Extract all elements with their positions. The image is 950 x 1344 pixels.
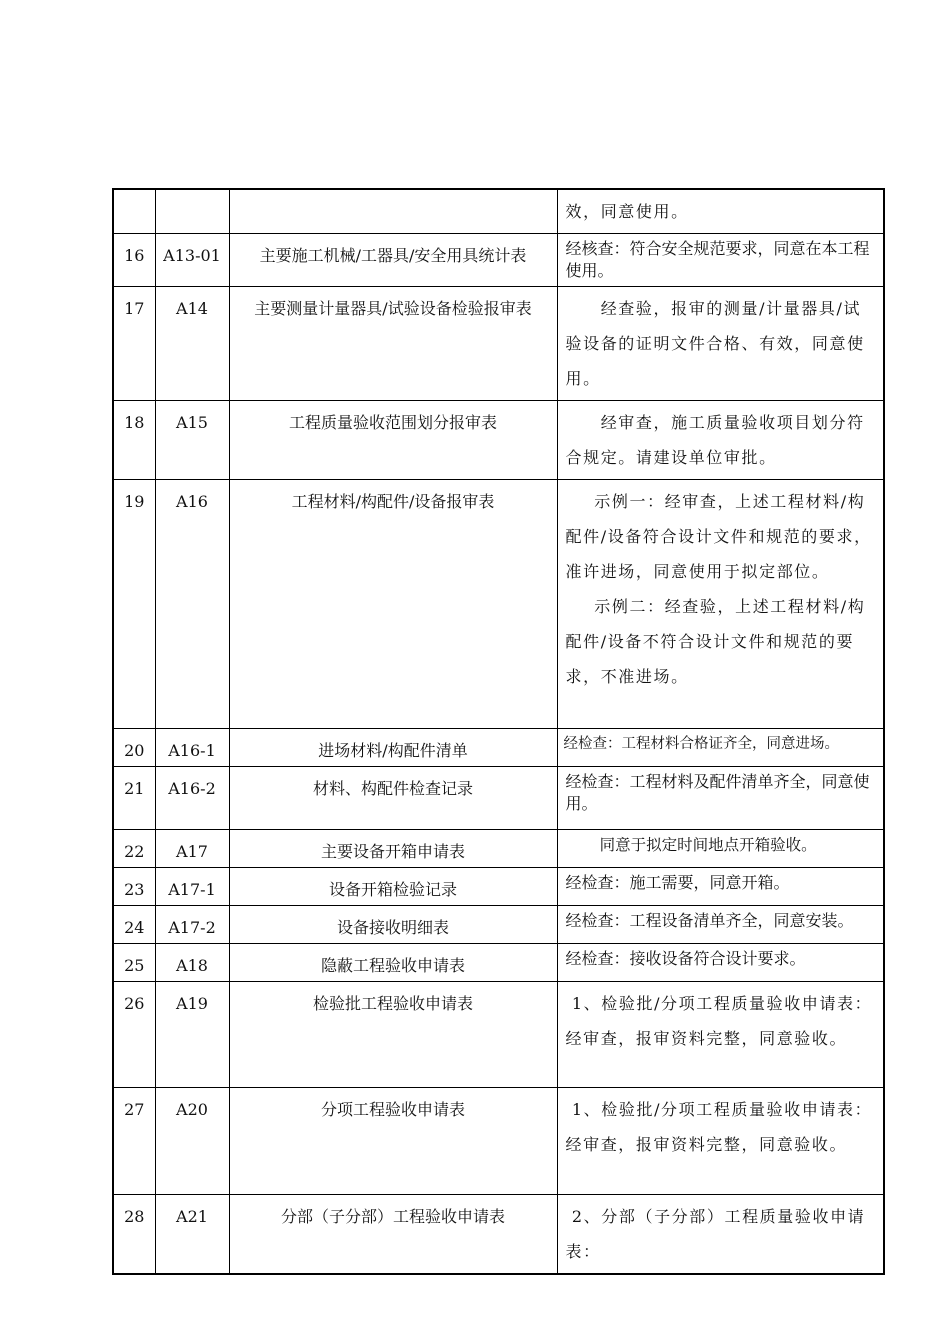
document-table xyxy=(112,188,885,1275)
row-number: 17 xyxy=(113,287,155,401)
approval-opinion: 1、检验批/分项工程质量验收申请表：经审查，报审资料完整，同意验收。 xyxy=(557,982,884,1088)
row-number: 27 xyxy=(113,1088,155,1195)
row-number: 20 xyxy=(113,729,155,767)
table-row xyxy=(113,287,884,401)
approval-opinion: 示例一：经审查，上述工程材料/构配件/设备符合设计文件和规范的要求，准许进场，同意使用于拟定部位。 示例二：经查验，上述工程材料/构配件/设备不符合设计文件和规范的要求，不准进场。 xyxy=(557,480,884,729)
form-name: 设备接收明细表 xyxy=(229,906,557,944)
form-name: 检验批工程验收申请表 xyxy=(229,982,557,1088)
form-code: A19 xyxy=(155,982,229,1088)
form-name: 主要测量计量器具/试验设备检验报审表 xyxy=(229,287,557,401)
form-code: A17-2 xyxy=(155,906,229,944)
approval-opinion: 2、分部（子分部）工程质量验收申请表： xyxy=(557,1195,884,1275)
row-number xyxy=(113,189,155,234)
table-row xyxy=(113,1195,884,1275)
approval-opinion: 效，同意使用。 xyxy=(557,189,884,234)
table-row xyxy=(113,906,884,944)
approval-opinion: 经审查，施工质量验收项目划分符合规定。请建设单位审批。 xyxy=(557,401,884,480)
form-name: 进场材料/构配件清单 xyxy=(229,729,557,767)
form-name: 分项工程验收申请表 xyxy=(229,1088,557,1195)
approval-opinion: 经检查：工程设备清单齐全，同意安装。 xyxy=(557,906,884,944)
table-row xyxy=(113,401,884,480)
table-row xyxy=(113,729,884,767)
row-number: 18 xyxy=(113,401,155,480)
approval-opinion: 经检查：施工需要，同意开箱。 xyxy=(557,868,884,906)
table-row xyxy=(113,868,884,906)
form-name: 分部（子分部）工程验收申请表 xyxy=(229,1195,557,1275)
approval-opinion: 经检查：工程材料合格证齐全，同意进场。 xyxy=(557,729,884,767)
form-name: 主要设备开箱申请表 xyxy=(229,830,557,868)
form-code: A17 xyxy=(155,830,229,868)
table-row xyxy=(113,944,884,982)
approval-opinion: 经检查：接收设备符合设计要求。 xyxy=(557,944,884,982)
table-row xyxy=(113,234,884,287)
row-number: 28 xyxy=(113,1195,155,1275)
form-code xyxy=(155,189,229,234)
table-row xyxy=(113,480,884,729)
form-name: 设备开箱检验记录 xyxy=(229,868,557,906)
form-code: A14 xyxy=(155,287,229,401)
table-row xyxy=(113,830,884,868)
table-row xyxy=(113,189,884,234)
form-code: A17-1 xyxy=(155,868,229,906)
table-row xyxy=(113,767,884,830)
row-number: 16 xyxy=(113,234,155,287)
form-code: A16-1 xyxy=(155,729,229,767)
row-number: 26 xyxy=(113,982,155,1088)
form-name: 工程材料/构配件/设备报审表 xyxy=(229,480,557,729)
row-number: 21 xyxy=(113,767,155,830)
form-code: A21 xyxy=(155,1195,229,1275)
form-name xyxy=(229,189,557,234)
form-code: A16-2 xyxy=(155,767,229,830)
approval-opinion: 经查验，报审的测量/计量器具/试验设备的证明文件合格、有效，同意使用。 xyxy=(557,287,884,401)
form-code: A18 xyxy=(155,944,229,982)
table-row xyxy=(113,1088,884,1195)
form-code: A16 xyxy=(155,480,229,729)
form-name: 隐蔽工程验收申请表 xyxy=(229,944,557,982)
approval-opinion: 同意于拟定时间地点开箱验收。 xyxy=(557,830,884,868)
form-code: A20 xyxy=(155,1088,229,1195)
form-code: A15 xyxy=(155,401,229,480)
table-row xyxy=(113,982,884,1088)
form-name: 主要施工机械/工器具/安全用具统计表 xyxy=(229,234,557,287)
form-name: 工程质量验收范围划分报审表 xyxy=(229,401,557,480)
row-number: 23 xyxy=(113,868,155,906)
row-number: 24 xyxy=(113,906,155,944)
approval-opinion: 1、检验批/分项工程质量验收申请表：经审查，报审资料完整，同意验收。 xyxy=(557,1088,884,1195)
row-number: 22 xyxy=(113,830,155,868)
approval-opinion: 经核查：符合安全规范要求，同意在本工程使用。 xyxy=(557,234,884,287)
row-number: 25 xyxy=(113,944,155,982)
form-name: 材料、构配件检查记录 xyxy=(229,767,557,830)
approval-opinion: 经检查：工程材料及配件清单齐全，同意使用。 xyxy=(557,767,884,830)
row-number: 19 xyxy=(113,480,155,729)
form-code: A13-01 xyxy=(155,234,229,287)
